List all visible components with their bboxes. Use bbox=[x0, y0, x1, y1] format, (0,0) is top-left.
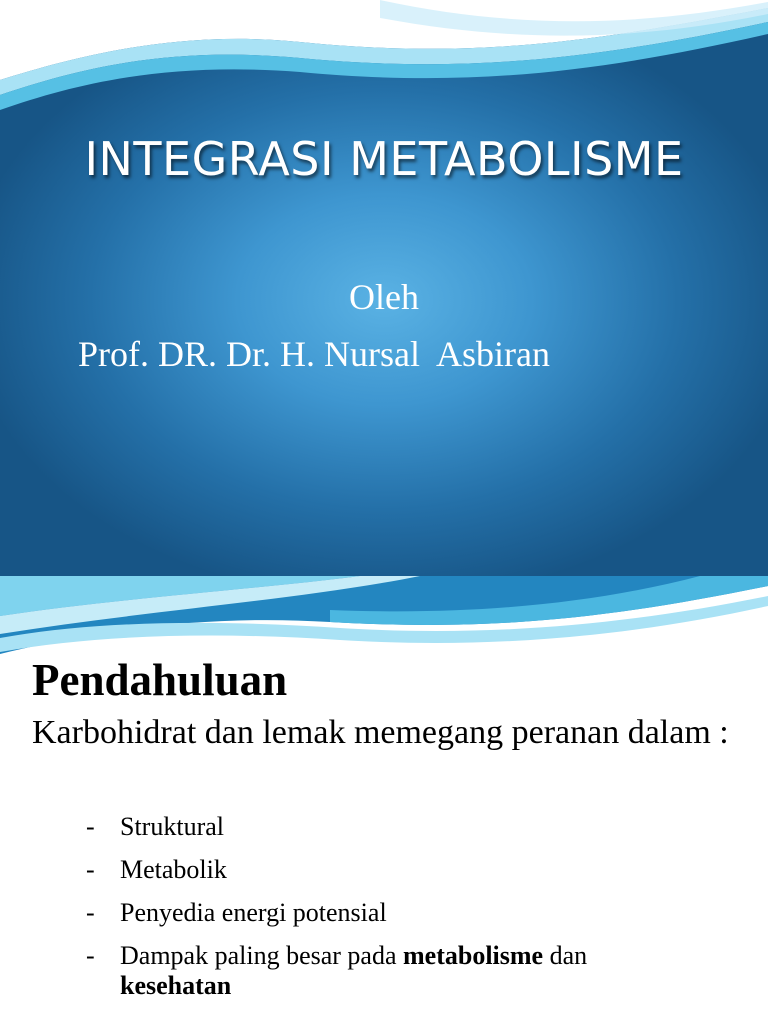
dash-marker: - bbox=[86, 941, 95, 970]
by-label: Oleh bbox=[349, 277, 419, 317]
slide-title: INTEGRASI METABOLISME bbox=[84, 132, 684, 186]
wave-decoration bbox=[0, 0, 768, 110]
list-item-text: Metabolik bbox=[120, 855, 227, 884]
author-name: Prof. DR. Dr. H. Nursal Asbiran bbox=[78, 334, 550, 374]
list-item bbox=[86, 855, 726, 885]
list-item bbox=[86, 898, 726, 928]
emphasis-metabolisme: metabolisme bbox=[403, 941, 544, 970]
emphasis-kesehatan: kesehatan bbox=[120, 971, 232, 1000]
list-item-text: Struktural bbox=[120, 812, 224, 841]
section-heading: Pendahuluan bbox=[32, 655, 288, 705]
list-item-text: Penyedia energi potensial bbox=[120, 898, 387, 927]
list-item-text-middle: dan bbox=[543, 941, 588, 970]
intro-paragraph: Karbohidrat dan lemak memegang peranan dalam : bbox=[32, 714, 729, 751]
dash-marker: - bbox=[86, 812, 95, 841]
wave-decoration bbox=[0, 576, 768, 656]
bullet-list bbox=[86, 812, 726, 1014]
dash-marker: - bbox=[86, 898, 95, 927]
list-item-text-prefix: Dampak paling besar pada bbox=[120, 941, 404, 970]
list-item bbox=[86, 941, 726, 1001]
dash-marker: - bbox=[86, 855, 95, 884]
list-item bbox=[86, 812, 726, 842]
content-slide bbox=[0, 576, 768, 1024]
